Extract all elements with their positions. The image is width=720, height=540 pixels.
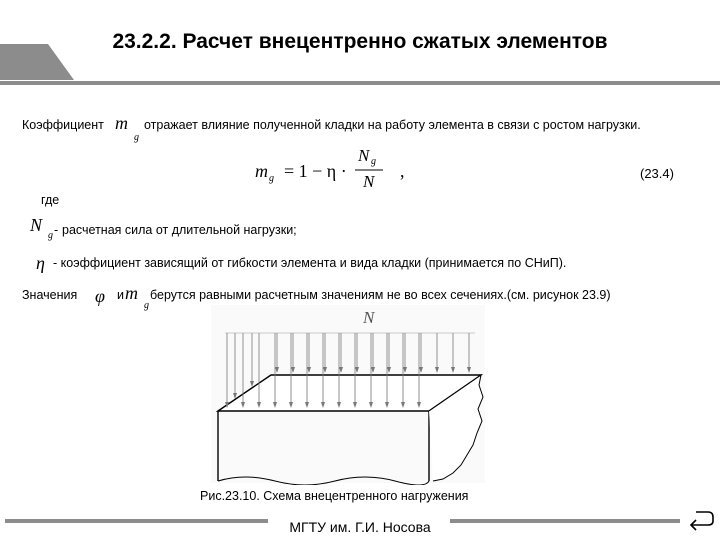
g-subscript-2: g <box>144 300 149 311</box>
formula-comma: , <box>400 161 405 181</box>
load-label: N <box>363 308 375 327</box>
figure-caption <box>200 489 468 503</box>
formula-lhs-sub: g <box>269 173 274 184</box>
page-title: 23.2.2. Расчет внецентренно сжатых элементов <box>112 30 608 53</box>
formula-lhs: m <box>255 161 268 181</box>
ng-subscript: g <box>48 230 53 241</box>
footer-institution: МГТУ им. Г.И. Носова <box>289 519 431 535</box>
coef-description: отражает влияние полученной кладки на работу элемента в связи с ростом нагрузки. <box>144 118 641 132</box>
where-label: где <box>41 193 60 207</box>
eta-symbol: η <box>36 253 45 273</box>
formula-numerator: N <box>358 146 370 165</box>
formula-denominator: N <box>363 172 375 191</box>
g-subscript: g <box>134 132 139 143</box>
coef-label: Коэффициент <box>22 118 104 132</box>
eta-description: - коэффициент зависящий от гибкости элемента и вида кладки (принимается по СНиП). <box>53 256 567 270</box>
n-symbol: N <box>30 215 43 235</box>
ng-dash: - <box>54 223 59 237</box>
m-symbol: m <box>115 113 128 133</box>
return-arrow-icon[interactable] <box>688 508 716 532</box>
values-label: Значения <box>22 288 78 302</box>
values-description: берутся равными расчетным значениям не во всех сечениях.(см. рисунок 23.9) <box>150 288 611 302</box>
phi-symbol: φ <box>95 286 105 306</box>
caption-prefix: Рис.23.10. <box>200 489 260 503</box>
caption-text: Схема внецентренного нагружения <box>263 489 469 503</box>
formula-eq: = 1 − η · <box>284 161 347 181</box>
ng-description: расчетная сила от длительной нагрузки; <box>62 223 297 237</box>
m-symbol-2: m <box>125 283 138 303</box>
formula-numerator-sub: g <box>371 156 376 167</box>
and-label: и <box>117 288 124 302</box>
loading-diagram <box>205 305 490 485</box>
formula-number: (23.4) <box>640 166 674 181</box>
